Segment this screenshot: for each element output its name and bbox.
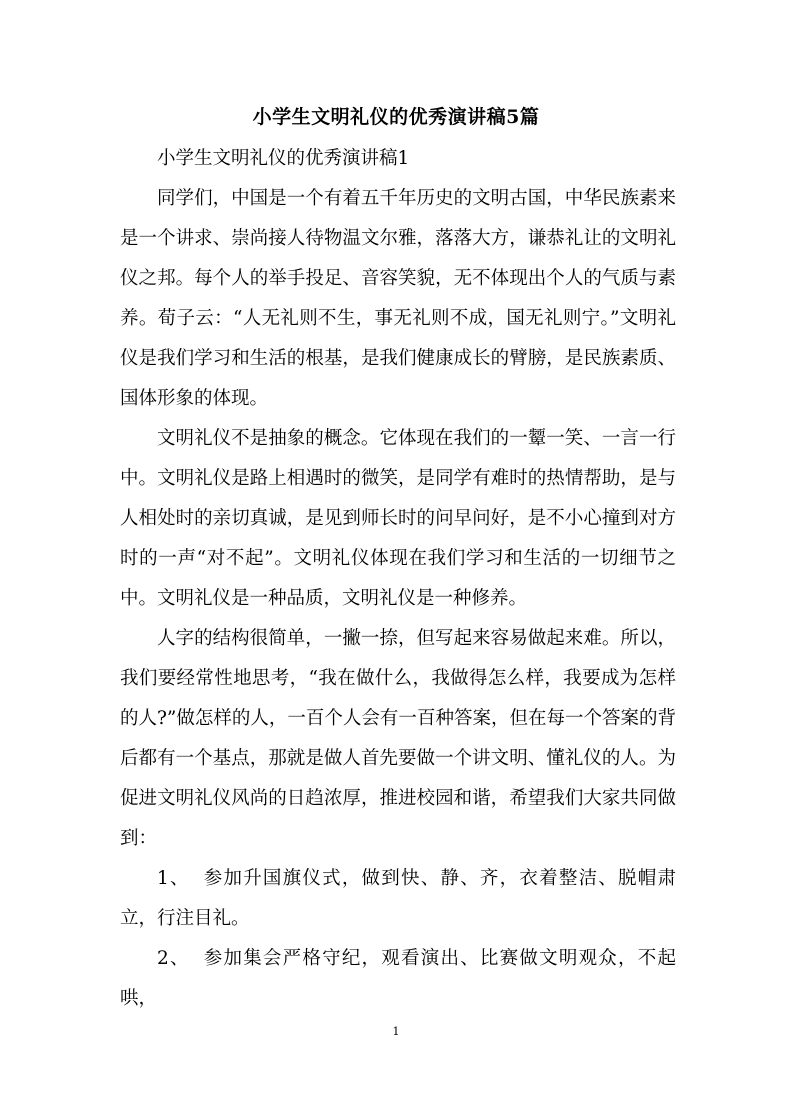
list-item-number: 1、 <box>157 868 190 889</box>
speech-subtitle: 小学生文明礼仪的优秀演讲稿1 <box>157 148 410 169</box>
list-item-2 <box>120 939 676 1019</box>
paragraph-1: 同学们，中国是一个有着五千年历史的文明古国，中华民族素来是一个讲求、崇尚接人待物温文尔雅，落落大方，谦恭礼让的文明礼仪之邦。每个人的举手投足、音容笑貌，无不体现出个人的气质与素养。荀子云：“人无礼则不生，事无礼则不成，国无礼则宁。”文明礼仪是我们学习和生活的根基，是我们健康成长的臂膀，是民族素质、国体形象的体现。 <box>120 188 676 409</box>
list-item-number: 2、 <box>157 948 190 969</box>
document-body <box>120 139 676 1019</box>
list-item-1 <box>120 859 676 939</box>
list-item-text: 参加升国旗仪式，做到快、静、齐，衣着整洁、脱帽肃立，行注目礼。 <box>120 868 676 929</box>
paragraph-3: 人字的结构很简单，一撇一捺，但写起来容易做起来难。所以，我们要经常性地思考，“我在做什么，我做得怎么样，我要成为怎样的人?”做怎样的人，一百个人会有一百种答案，但在每一个答案的背后都有一个基点，那就是做人首先要做一个讲文明、懂礼仪的人。为促进文明礼仪风尚的日趋浓厚，推进校园和谐，希望我们大家共同做到： <box>120 628 676 849</box>
list-item-text: 参加集会严格守纪，观看演出、比赛做文明观众，不起哄， <box>120 948 676 1009</box>
paragraph-2: 文明礼仪不是抽象的概念。它体现在我们的一颦一笑、一言一行中。文明礼仪是路上相遇时的微笑，是同学有难时的热情帮助，是与人相处时的亲切真诚，是见到师长时的问早问好，是不小心撞到对方时的一声“对不起”。文明礼仪体现在我们学习和生活的一切细节之中。文明礼仪是一种品质，文明礼仪是一种修养。 <box>120 428 676 609</box>
page-number: 1 <box>392 1025 400 1038</box>
document-title: 小学生文明礼仪的优秀演讲稿5篇 <box>252 106 540 128</box>
